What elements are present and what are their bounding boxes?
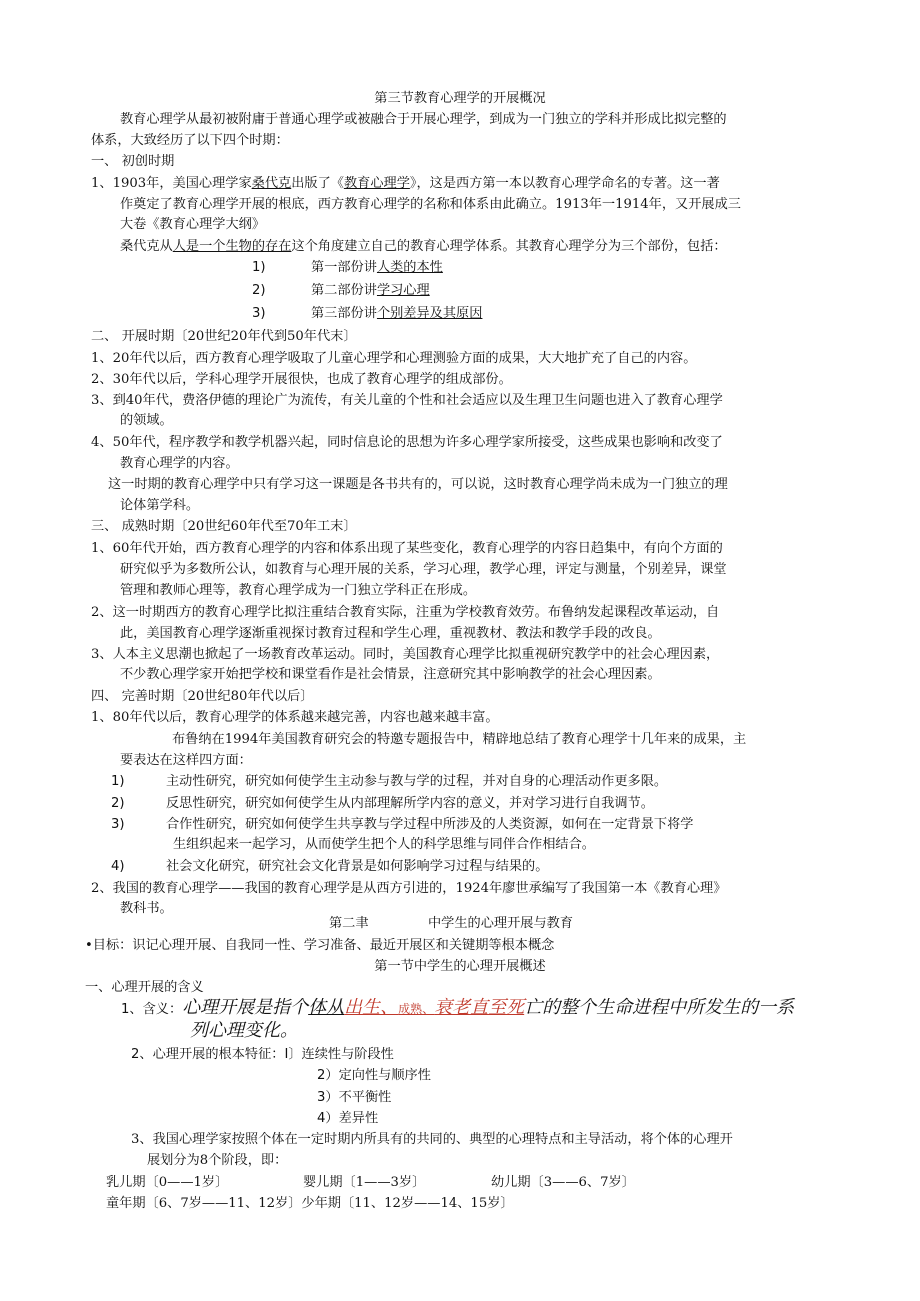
p4-line-4: 2、我国的教育心理学——我国的教育心理学是从西方引进的，1924年廖世承编写了我国第一本《教育心理》	[91, 881, 727, 896]
p4-line-5: 教科书。	[120, 901, 173, 916]
stages-intro-2: 展划分为8个阶段，即：	[147, 1153, 288, 1168]
part-2-text: 第二部份讲学习心理	[311, 283, 430, 298]
definition-line-1: 1、含义：心理开展是指个体从出生、成熟、衰老直至死亡的整个生命进程中所发生的一系	[121, 997, 795, 1018]
part-3-text: 第三部份讲个别差异及其原因	[311, 306, 483, 321]
p4-line-3: 要表达在这样四方面：	[120, 753, 252, 768]
p1-item-1: 1、1903年，美国心理学家桑代克出版了《教育心理学》，这是西方第一本以教育心理学命名的专著。这一著	[91, 176, 720, 191]
goal-line: •目标：识记心理开展、自我同一性、学习准备、最近开展区和关键期等根本概念	[85, 938, 555, 953]
p3-line-3: 管理和教师心理等，教育心理学成为一门独立学科正在形成。	[120, 583, 477, 598]
aspect-4-text: 社会文化研究，研究社会文化背景是如何影响学习过程与结果的。	[166, 859, 549, 874]
stages-childhood-adolescence: 童年期〔6、7岁——11、12岁〕少年期〔11、12岁——14、15岁〕	[106, 1196, 514, 1211]
aspect-1-text: 主动性研究，研究如何使学生主动参与教与学的过程，并对自身的心理活动作更多限。	[166, 774, 668, 789]
part-3-num: 3)	[252, 306, 266, 321]
p1-item-1-line-2: 作奠定了教育心理学开展的根底，西方教育心理学的名称和体系由此确立。1913年一1914年，又开展成三	[120, 197, 741, 212]
p4-line-1: 1、80年代以后，教育心理学的体系越来越完善，内容也越来越丰富。	[91, 710, 499, 725]
chapter-number: 第二聿	[329, 916, 369, 931]
p2-line-4: 的领域。	[120, 413, 173, 428]
aspect-3-num: 3)	[111, 817, 125, 832]
section-title-2: 第一节中学生的心理开展概述	[374, 959, 546, 974]
p3-line-6: 3、人本主义思潮也掀起了一场教育改革运动。同时，美国教育心理学比拟重视研究教学中的社会心理因素，	[91, 647, 720, 662]
period-3-heading: 三、 成熟时期〔20世纪60年代至70年工末〕	[91, 519, 357, 534]
stage-baby: 婴儿期〔1——3岁〕	[303, 1175, 426, 1190]
p3-line-2: 研究似乎为多数所公认，如教育与心理开展的关系，学习心理，教学心理，评定与测量，个别差异，课堂	[120, 562, 727, 577]
definition-line-2: 列心理变化。	[190, 1020, 298, 1041]
features-label: 2、心理开展的根本特征：I〕连续性与阶段性	[131, 1047, 394, 1062]
s1-heading: 一、心理开展的含义	[85, 980, 204, 995]
intro-line-2: 体系，大致经历了以下四个时期：	[91, 133, 289, 148]
feature-4: 4）差异性	[317, 1111, 379, 1126]
chapter-title: 中学生的心理开展与教育	[428, 916, 574, 931]
aspect-3-text: 合作性研究，研究如何使学生共享教与学过程中所涉及的人类资源，如何在一定背景下将学	[166, 817, 694, 832]
part-1-num: 1)	[252, 260, 266, 275]
p2-line-6: 教育心理学的内容。	[120, 456, 239, 471]
p1-item-1-line-3: 大卷《教育心理学大纲》	[120, 217, 266, 232]
p3-line-7: 不少教心理学家开始把学校和课堂看作是社会情景，注意研究其中影响教学的社会心理因素。	[120, 667, 661, 682]
aspect-1-num: 1)	[111, 774, 125, 789]
p2-line-3: 3、到40年代，费洛伊德的理论广为流传，有关儿童的个性和社会适应以及生理卫生问题也进入了教育心理学	[91, 393, 723, 408]
p2-line-7: 这一时期的教育心理学中只有学习这一课题是各书共有的，可以说，这时教育心理学尚未成为一门独立的理	[108, 477, 728, 492]
aspect-2-text: 反思性研究，研究如何使学生从内部理解所学内容的意义，并对学习进行自我调节。	[166, 796, 654, 811]
period-2-heading: 二、 开展时期〔20世纪20年代到50年代末〕	[91, 329, 357, 344]
aspect-4-num: 4)	[111, 859, 125, 874]
part-1-text: 第一部份讲人类的本性	[311, 260, 443, 275]
feature-3: 3）不平衡性	[317, 1090, 392, 1105]
aspect-2-num: 2)	[111, 796, 125, 811]
period-4-heading: 四、 完善时期〔20世纪80年代以后〕	[91, 689, 314, 704]
stage-toddler: 幼儿期〔3——6、7岁〕	[491, 1175, 635, 1190]
section-title: 第三节教育心理学的开展概况	[374, 91, 546, 106]
p3-line-5: 此，美国教育心理学逐渐重视探讨教育过程和学生心理，重视教材、教法和教学手段的改良。	[120, 626, 661, 641]
p2-line-5: 4、50年代，程序教学和教学机器兴起，同时信息论的思想为许多心理学家所接受，这些成果也影响和改变了	[91, 435, 723, 450]
p2-line-2: 2、30年代以后，学科心理学开展很快，也成了教育心理学的组成部份。	[91, 372, 512, 387]
p2-line-1: 1、20年代以后，西方教育心理学吸取了儿童心理学和心理测验方面的成果，大大地扩充了自己的内容。	[91, 351, 697, 366]
intro-line-1: 教育心理学从最初被附庸于普通心理学或被融合于开展心理学，到成为一门独立的学科并形成比拟完整的	[120, 112, 727, 127]
p4-line-2: 布鲁纳在1994年美国教育研究会的特邀专题报告中，精辟地总结了教育心理学十几年来的成果，主	[172, 732, 747, 747]
period-1-heading: 一、 初创时期	[91, 154, 175, 169]
p2-line-8: 论体第学科。	[120, 498, 200, 513]
aspect-3-cont: 生组织起来一起学习，从而使学生把个人的科学思维与同伴合作相结合。	[173, 837, 595, 852]
stages-intro-1: 3、我国心理学家按照个体在一定时期内所具有的共同的、典型的心理特点和主导活动，将个体的心理开	[131, 1132, 733, 1147]
stage-infant: 乳儿期〔0——1岁〕	[106, 1175, 229, 1190]
thorndike-system: 桑代克从人是一个生物的存在这个角度建立自己的教育心理学体系。其教育心理学分为三个部份，包括：	[120, 239, 727, 254]
feature-2: 2）定向性与顺序性	[317, 1068, 431, 1083]
p3-line-1: 1、60年代开始，西方教育心理学的内容和体系出现了某些变化，教育心理学的内容日趋集中，有向个方面的	[91, 541, 723, 556]
p3-line-4: 2、这一时期西方的教育心理学比拟注重结合教育实际，注重为学校教育效劳。布鲁纳发起课程改革运动，自	[91, 605, 720, 620]
part-2-num: 2)	[252, 283, 266, 298]
